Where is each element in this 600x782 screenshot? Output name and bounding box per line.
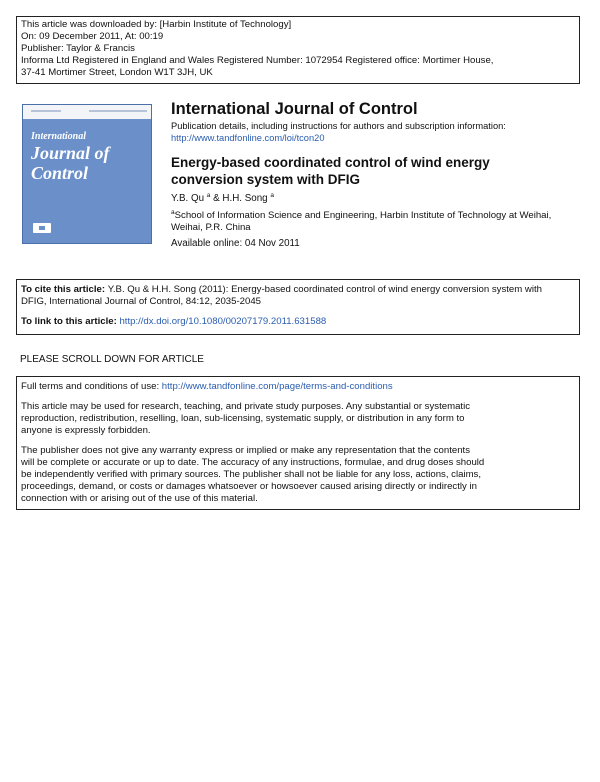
cover-title-line3: Control xyxy=(31,163,89,183)
cover-title-line1: International xyxy=(31,131,87,142)
article-title-line1: Energy-based coordinated control of wind energy xyxy=(171,155,490,170)
publication-details xyxy=(171,121,506,144)
terms-label: Full terms and conditions of use: xyxy=(21,381,162,392)
download-info-line: This article was downloaded by: [Harbin Institute of Technology] xyxy=(21,19,292,30)
available-online-date: Available online: 04 Nov 2011 xyxy=(171,238,300,249)
author-separator: & xyxy=(213,193,223,204)
scroll-down-notice: PLEASE SCROLL DOWN FOR ARTICLE xyxy=(20,354,204,365)
author-affiliation-marker: a xyxy=(270,192,274,199)
terms-box xyxy=(16,376,580,510)
article-title-line2: conversion system with DFIG xyxy=(171,172,361,187)
cite-label: To cite this article: xyxy=(21,284,108,295)
affiliation xyxy=(171,207,551,234)
author-affiliation-marker: a xyxy=(206,192,211,199)
author-name: H.H. Song xyxy=(222,193,268,204)
journal-url-link[interactable]: http://www.tandfonline.com/loi/tcon20 xyxy=(171,132,325,143)
journal-cover-image xyxy=(22,104,152,244)
affiliation-line2: Weihai, P.R. China xyxy=(171,222,251,233)
affiliation-line1: School of Information Science and Engineering, Harbin Institute of Technology at Weihai, xyxy=(174,210,552,221)
publisher-line: Publisher: Taylor & Francis xyxy=(21,43,135,54)
address-line: 37-41 Mortimer Street, London W1T 3JH, UK xyxy=(21,67,213,78)
article-title xyxy=(171,154,490,188)
author-name: Y.B. Qu xyxy=(171,193,205,204)
terms-link[interactable]: http://www.tandfonline.com/page/terms-and-conditions xyxy=(161,381,393,392)
cover-title-line2: Journal of xyxy=(31,143,110,163)
affiliation-marker: a xyxy=(171,209,175,216)
registration-line: Informa Ltd Registered in England and Wales Registered Number: 1072954 Registered office: Mortimer House, xyxy=(21,55,494,66)
doi-link[interactable]: http://dx.doi.org/10.1080/00207179.2011.631588 xyxy=(119,316,327,327)
authors xyxy=(171,192,274,204)
cover-title xyxy=(31,131,147,183)
citation-box xyxy=(16,279,580,335)
journal-title: International Journal of Control xyxy=(171,100,418,118)
cite-text-line2: DFIG, International Journal of Control, 84:12, 2035-2045 xyxy=(21,296,261,307)
cover-header-strip xyxy=(23,105,151,119)
publication-details-text: Publication details, including instructions for authors and subscription information: xyxy=(171,121,506,131)
terms-paragraph-usage: This article may be used for research, teaching, and private study purposes. Any substantial or systematic reproduction, redistribution, reselling, loan, sub-licensing, systematic supply, or distribution in any form to anyone is expressly forbidden. xyxy=(21,401,470,436)
cite-text-line1: Y.B. Qu & H.H. Song (2011): Energy-based coordinated control of wind energy conversion system with xyxy=(107,284,542,295)
download-info-box xyxy=(16,16,580,84)
terms-paragraph-disclaimer: The publisher does not give any warranty express or implied or make any representation that the contents will be complete or accurate or up to date. The accuracy of any instructions, formulae, and drug doses should be independently verified with primary sources. The publisher shall not be liable for any loss, actions, claims, proceedings, demand, or costs or damages whatsoever or howsoever caused arising directly or indirectly in connection with or arising out of the use of this material. xyxy=(21,445,485,504)
link-label: To link to this article: xyxy=(21,316,120,327)
download-date-line: On: 09 December 2011, At: 00:19 xyxy=(21,31,164,42)
publisher-logo-icon xyxy=(33,223,51,233)
